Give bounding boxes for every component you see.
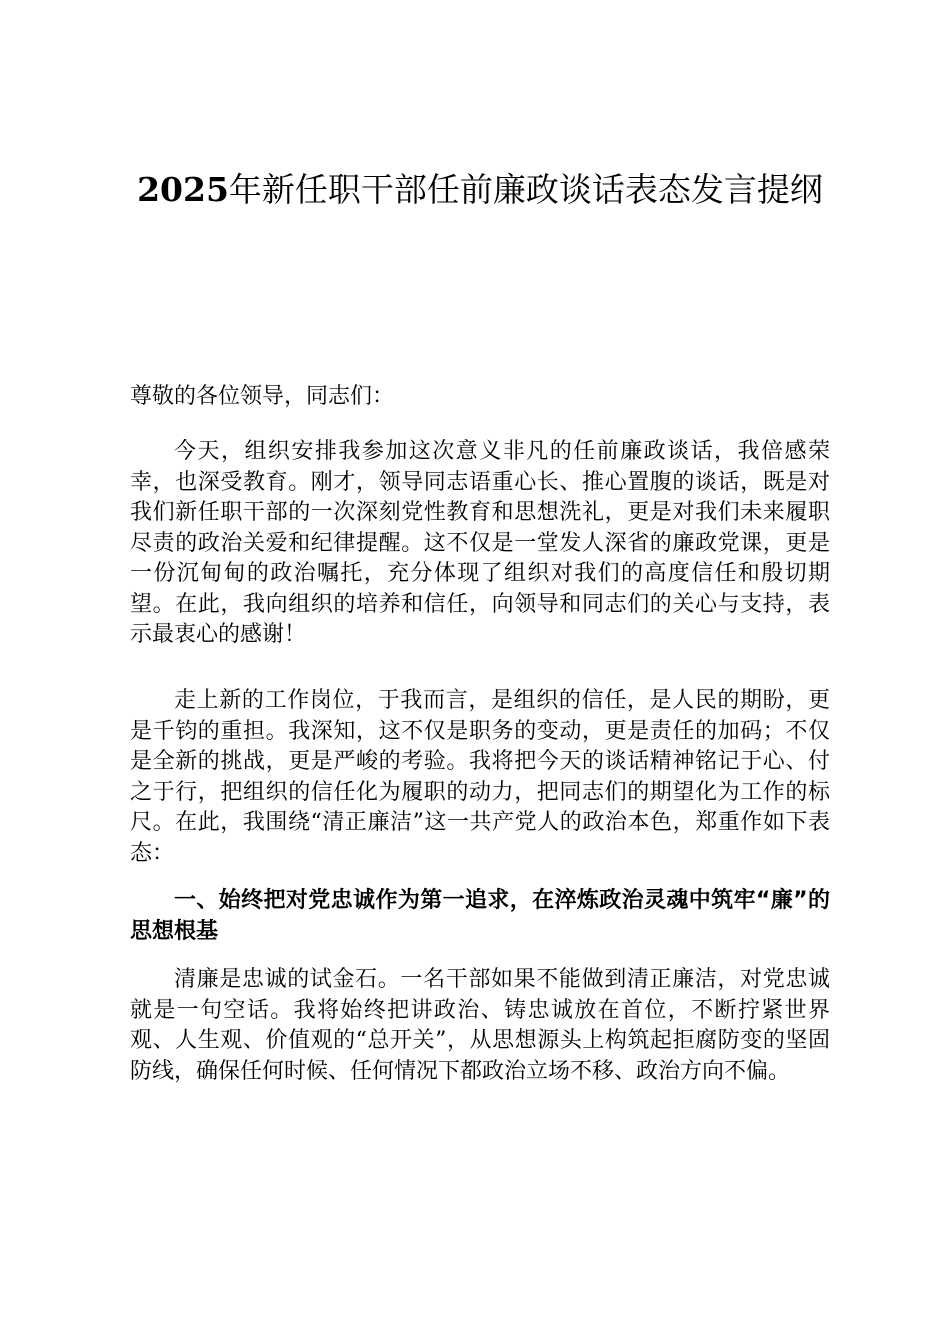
paragraph-2: 走上新的工作岗位，于我而言，是组织的信任，是人民的期盼，更是千钧的重担。我深知，这不仅是职务的变动，更是责任的加码；不仅是全新的挑战，更是严峻的考验。我将把今天的谈话精神铭记于心、付之于行，把组织的信任化为履职的动力，把同志们的期望化为工作的标尺。在此，我围绕“清正廉洁”这一共产党人的政治本色，郑重作如下表态： xyxy=(130,688,830,866)
section-heading-1: 一、始终把对党忠诚作为第一追求，在淬炼政治灵魂中筑牢“廉”的思想根基 xyxy=(130,888,830,944)
paragraph-3: 清廉是忠诚的试金石。一名干部如果不能做到清正廉洁，对党忠诚就是一句空话。我将始终把讲政治、铸忠诚放在首位，不断拧紧世界观、人生观、价值观的“总开关”，从思想源头上构筑起拒腐防变的坚固防线，确保任何时候、任何情况下都政治立场不移、政治方向不偏。 xyxy=(130,967,830,1084)
title-year: 2025 xyxy=(137,170,229,209)
document-title xyxy=(130,166,830,214)
salutation: 尊敬的各位领导，同志们： xyxy=(130,384,395,409)
title-text: 年新任职干部任前廉政谈话表态发言提纲 xyxy=(228,170,823,209)
paragraph-1: 今天，组织安排我参加这次意义非凡的任前廉政谈话，我倍感荣幸，也深受教育。刚才，领导同志语重心长、推心置腹的谈话，既是对我们新任职干部的一次深刻党性教育和思想洗礼，更是对我们未来履职尽责的政治关爱和纪律提醒。这不仅是一堂发人深省的廉政党课，更是一份沉甸甸的政治嘱托，充分体现了组织对我们的高度信任和殷切期望。在此，我向组织的培养和信任，向领导和同志们的关心与支持，表示最衷心的感谢！ xyxy=(130,439,830,647)
